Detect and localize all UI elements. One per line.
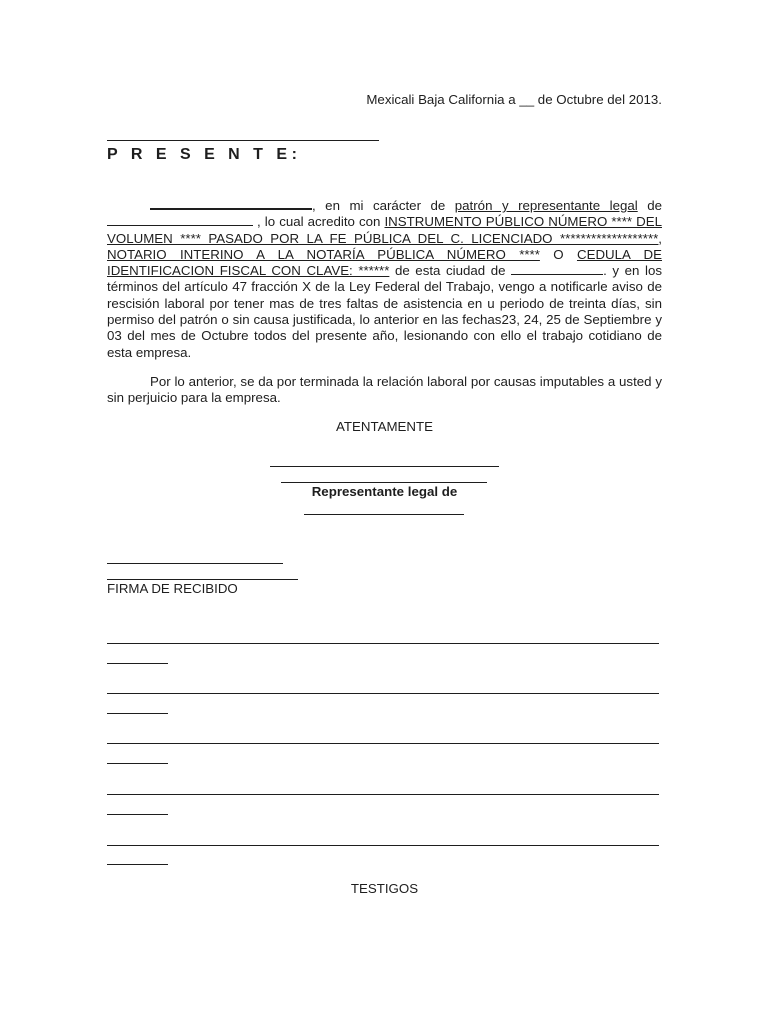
company-name-line <box>304 514 464 515</box>
public-instrument-text: INSTRUMENTO PÚBLICO NÚMERO **** DEL VOLUMEN **** PASADO POR LA FE PÚBLICA DEL C. LICENCIADO *******************, NOTARIO INTERINO A LA NOTARÍA PÚBLICA NÚMERO **** <box>107 214 662 262</box>
paragraph-termination: Por lo anterior, se da por terminada la relación laboral por causas imputables a usted y sin perjuicio para la empresa. <box>107 374 662 406</box>
blank-line-1 <box>107 643 659 644</box>
blank-line-5 <box>107 845 659 846</box>
blank-line-3 <box>107 743 659 744</box>
closing: ATENTAMENTE <box>335 419 434 434</box>
blank-line-4 <box>107 794 659 795</box>
paragraph-notice: , en mi carácter de patrón y representante legal de , lo cual acredito con INSTRUMENTO PÚBLICO NÚMERO **** DEL VOLUMEN **** PASADO POR LA FE PÚBLICA DEL C. LICENCIADO *******************, NOTARIO INTERINO A LA NOTARÍA PÚBLICA NÚMERO **** O CEDULA DE IDENTIFICACION FISCAL CON CLAVE: ****** de esta ciudad de . y en los términos del artículo 47 fracción X de la Ley Federal del Trabajo, vengo a notificarle aviso de rescisión laboral por tener mas de tres faltas de asistencia en u periodo de treinta días, sin permiso del patrón o sin causa justificada, lo anterior en las fechas23, 24, 25 de Septiembre y 03 del mes de Octubre todos del presente año, lesionando con ello el trabajo cotidiano de esta empresa. <box>107 198 663 360</box>
recipient-blank-line <box>107 128 379 141</box>
blank-line-3b <box>107 763 168 764</box>
representative-label: Representante legal de <box>311 484 458 499</box>
receipt-signature-line <box>107 563 283 564</box>
salutation: P R E S E N T E: <box>107 146 302 163</box>
tax-id-text: CEDULA DE IDENTIFICACION FISCAL CON CLAVE: ****** <box>107 246 663 279</box>
blank-line-5b <box>107 864 168 865</box>
name-blank <box>150 197 312 210</box>
city-blank <box>511 263 603 275</box>
receipt-signature-line-2 <box>107 579 298 580</box>
blank-line-2b <box>107 713 168 714</box>
signature-line-employer <box>270 466 499 467</box>
blank-line-4b <box>107 814 168 815</box>
signature-line-employer-2 <box>281 482 487 483</box>
date-line: Mexicali Baja California a __ de Octubre del 2013. <box>366 92 662 107</box>
blank-line-1b <box>107 663 168 664</box>
witnesses-label: TESTIGOS <box>350 881 419 896</box>
blank-line-2 <box>107 693 659 694</box>
receipt-label: FIRMA DE RECIBIDO <box>107 581 238 596</box>
company-blank <box>107 214 253 226</box>
